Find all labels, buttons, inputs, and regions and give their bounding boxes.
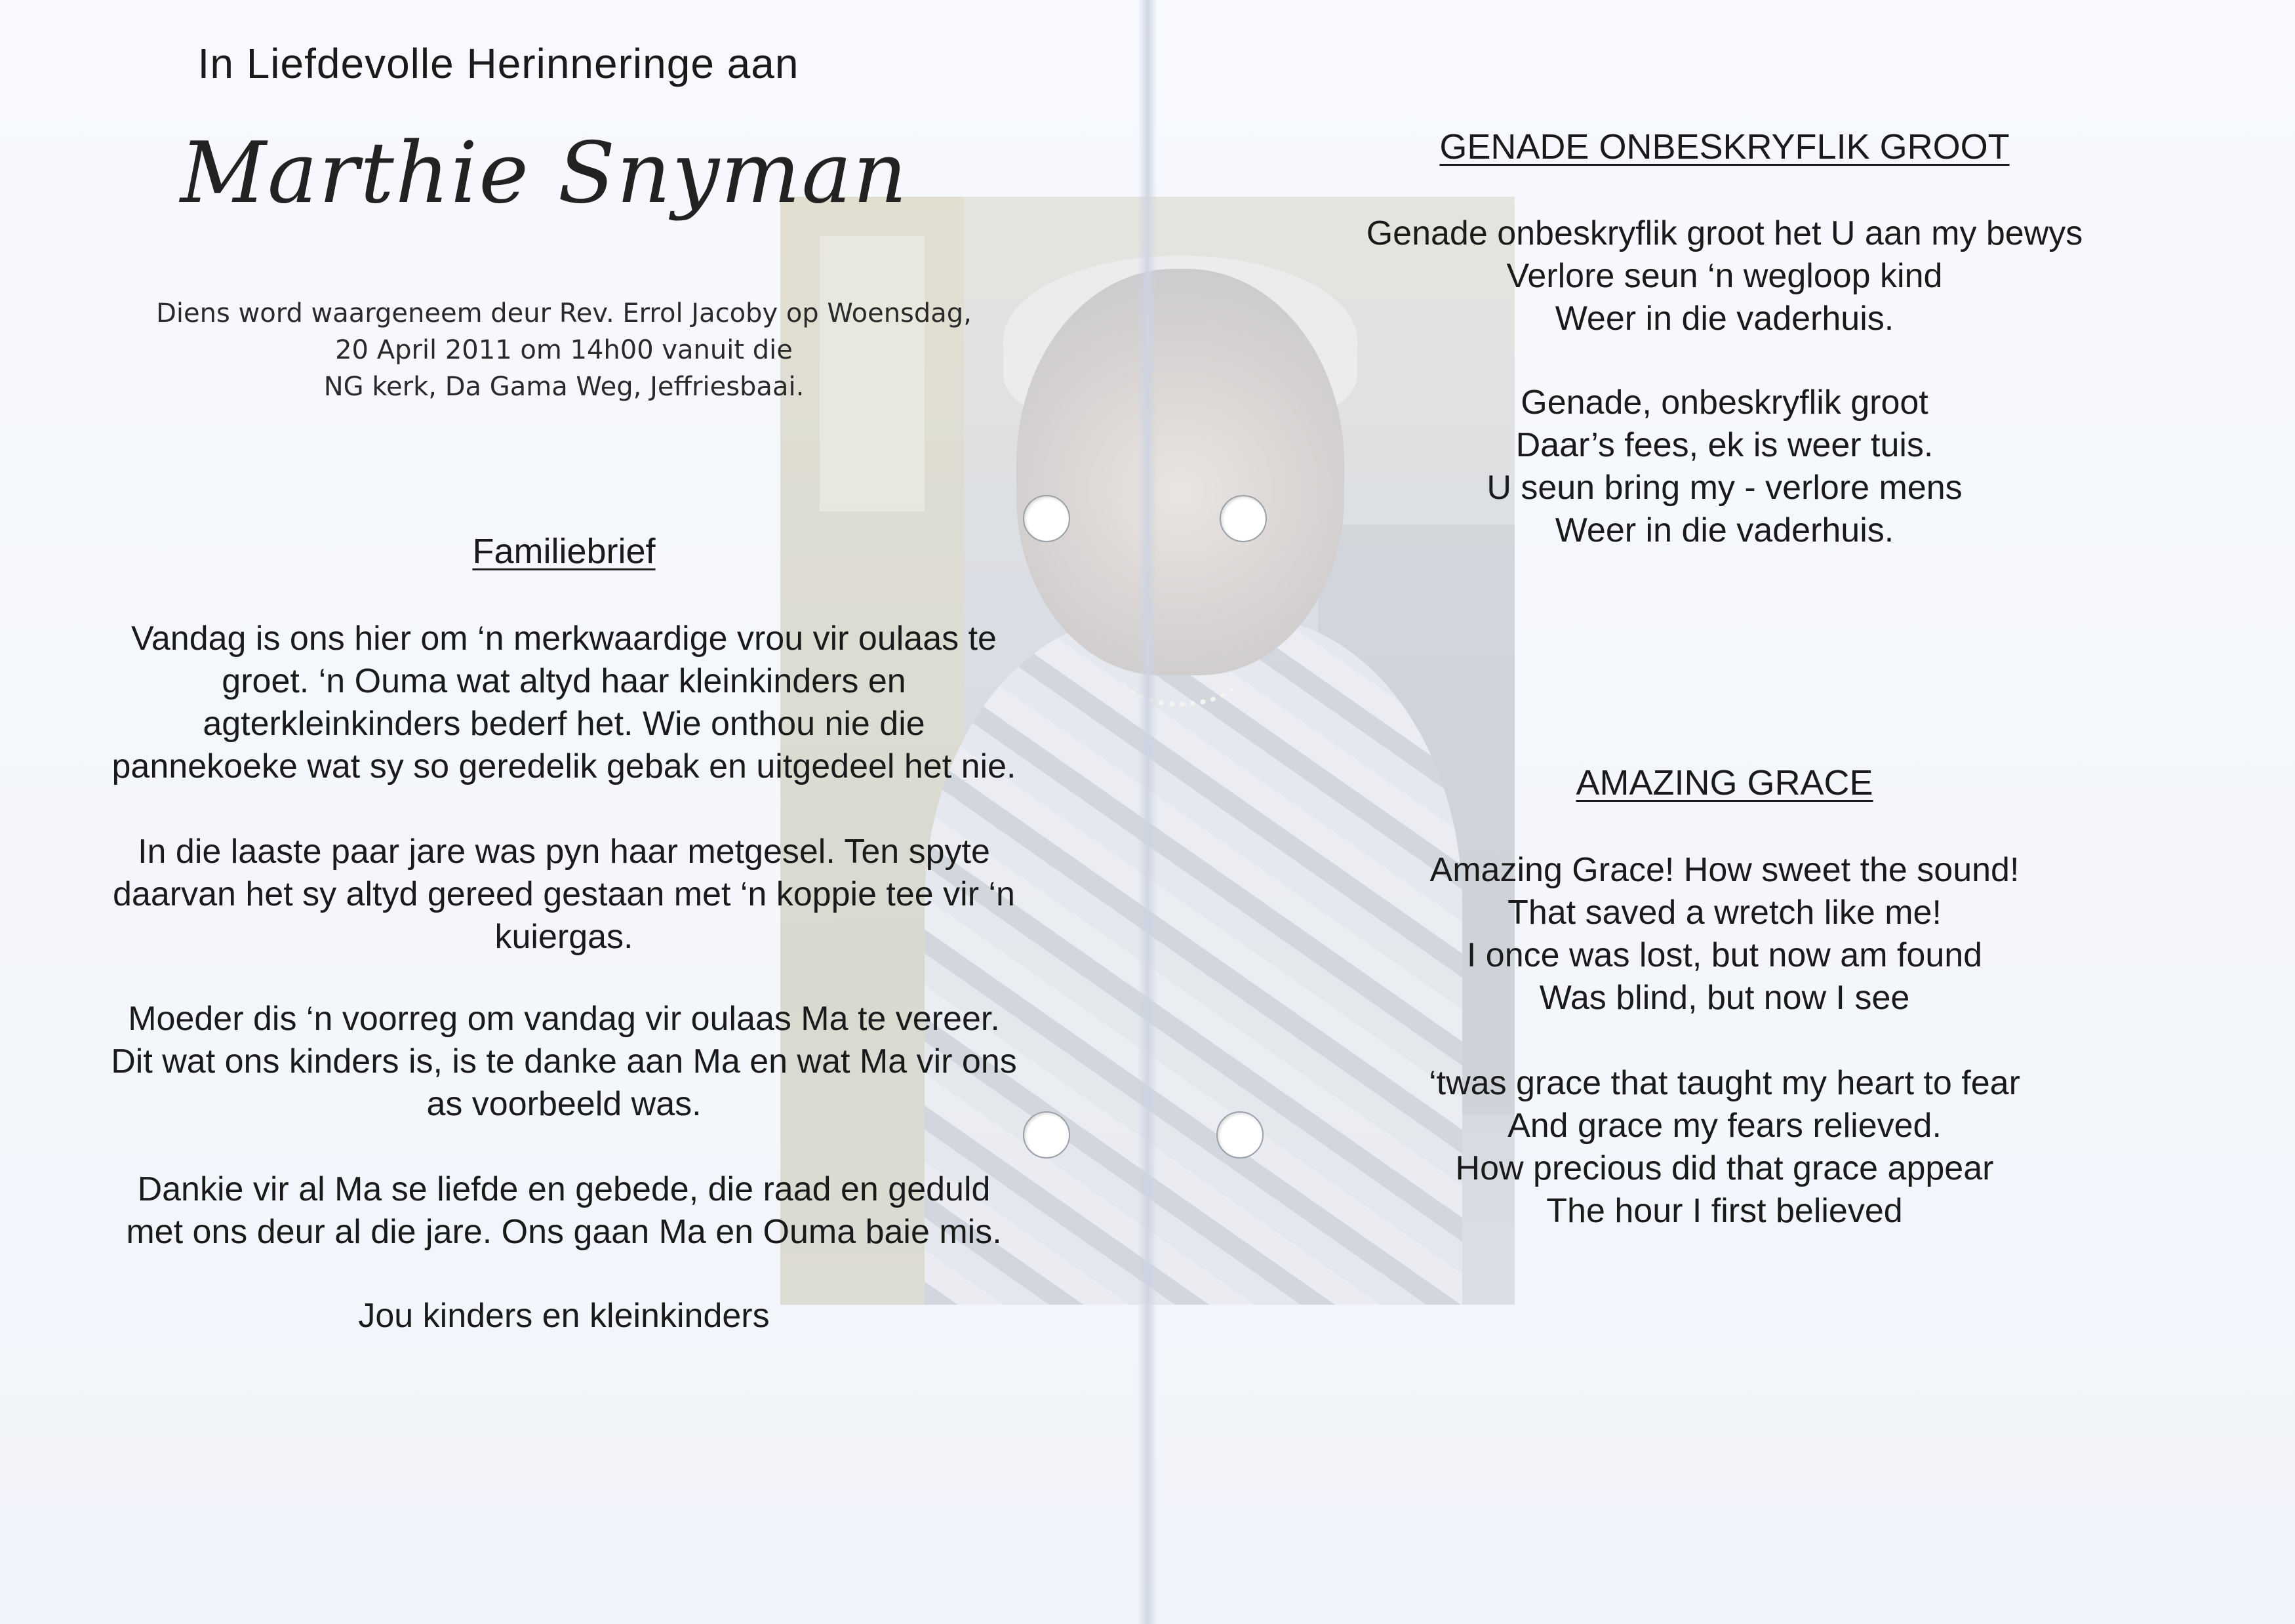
hymn-title: GENADE ONBESKRYFLIK GROOT (1439, 127, 2010, 167)
letter-paragraph (39, 998, 1088, 1126)
hymn-line: Genade onbeskryflik groot het U aan my bewys (1366, 214, 2083, 252)
service-details (118, 295, 1010, 405)
hymn-line: The hour I first believed (1546, 1192, 1903, 1230)
letter-paragraph (39, 618, 1088, 788)
hymn-line: Verlore seun ‘n wegloop kind (1506, 257, 1943, 295)
letter-line: met ons deur al die jare. Ons gaan Ma en Ouma baie mis. (126, 1213, 1002, 1251)
hymn-line: And grace my fears relieved. (1507, 1107, 1942, 1145)
page-fold (1138, 0, 1157, 1624)
service-line: NG kerk, Da Gama Weg, Jeffriesbaai. (323, 372, 805, 402)
hymn-line: How precious did that grace appear (1455, 1149, 1994, 1187)
letter-title: Familiebrief (472, 532, 656, 571)
letter-line: Moeder dis ‘n voorreg om vandag vir oulaas Ma te vereer. (128, 1000, 1000, 1038)
letter-line: kuiergas. (494, 918, 633, 956)
service-line: Diens word waargeneem deur Rev. Errol Jacoby op Woensdag, (156, 298, 972, 328)
hymn-line: Genade, onbeskryflik groot (1521, 384, 1928, 422)
letter-line: as voorbeeld was. (426, 1085, 702, 1123)
letter-paragraph (39, 831, 1088, 959)
service-line: 20 April 2011 om 14h00 vanuit die (335, 335, 793, 365)
punch-hole (1023, 495, 1070, 542)
deceased-name: Marthie Snyman (180, 125, 909, 222)
letter-line: Dit wat ons kinders is, is te danke aan Ma en wat Ma vir ons (111, 1042, 1017, 1080)
hymn-line: Weer in die vaderhuis. (1555, 300, 1894, 338)
memorial-heading: In Liefdevolle Herinneringe aan (197, 40, 799, 87)
hymn-verse (1259, 849, 2190, 1020)
hymn-verse (1259, 382, 2190, 552)
letter-line: daarvan het sy altyd gereed gestaan met ‘n koppie tee vir ‘n (113, 875, 1015, 913)
letter-line: Vandag is ons hier om ‘n merkwaardige vrou vir oulaas te (131, 620, 997, 658)
punch-hole (1216, 1111, 1264, 1159)
letter-line: groet. ‘n Ouma wat altyd haar kleinkinders en (222, 662, 906, 700)
hymn-verse (1259, 1062, 2190, 1233)
letter-line: In die laaste paar jare was pyn haar metgesel. Ten spyte (138, 833, 990, 871)
hymn-line: Was blind, but now I see (1539, 979, 1910, 1017)
hymn-line: Weer in die vaderhuis. (1555, 511, 1894, 549)
letter-signoff: Jou kinders en kleinkinders (358, 1297, 770, 1335)
letter-paragraph (39, 1168, 1088, 1254)
letter-line: agterkleinkinders bederf het. Wie onthou nie die (203, 705, 925, 743)
hymn-title: AMAZING GRACE (1576, 763, 1873, 802)
hymn-verse (1259, 212, 2190, 340)
letter-line: Dankie vir al Ma se liefde en gebede, die raad en geduld (137, 1170, 991, 1208)
hymn-line: That saved a wretch like me! (1507, 894, 1942, 932)
letter-line: pannekoeke wat sy so geredelik gebak en uitgedeel het nie. (111, 747, 1016, 785)
hymn-line: ‘twas grace that taught my heart to fear (1429, 1064, 2020, 1102)
hymn-line: Daar’s fees, ek is weer tuis. (1515, 426, 1934, 464)
hymn-line: Amazing Grace! How sweet the sound! (1429, 851, 2020, 889)
hymn-line: U seun bring my - verlore mens (1487, 469, 1963, 507)
hymn-line: I once was lost, but now am found (1466, 936, 1983, 974)
